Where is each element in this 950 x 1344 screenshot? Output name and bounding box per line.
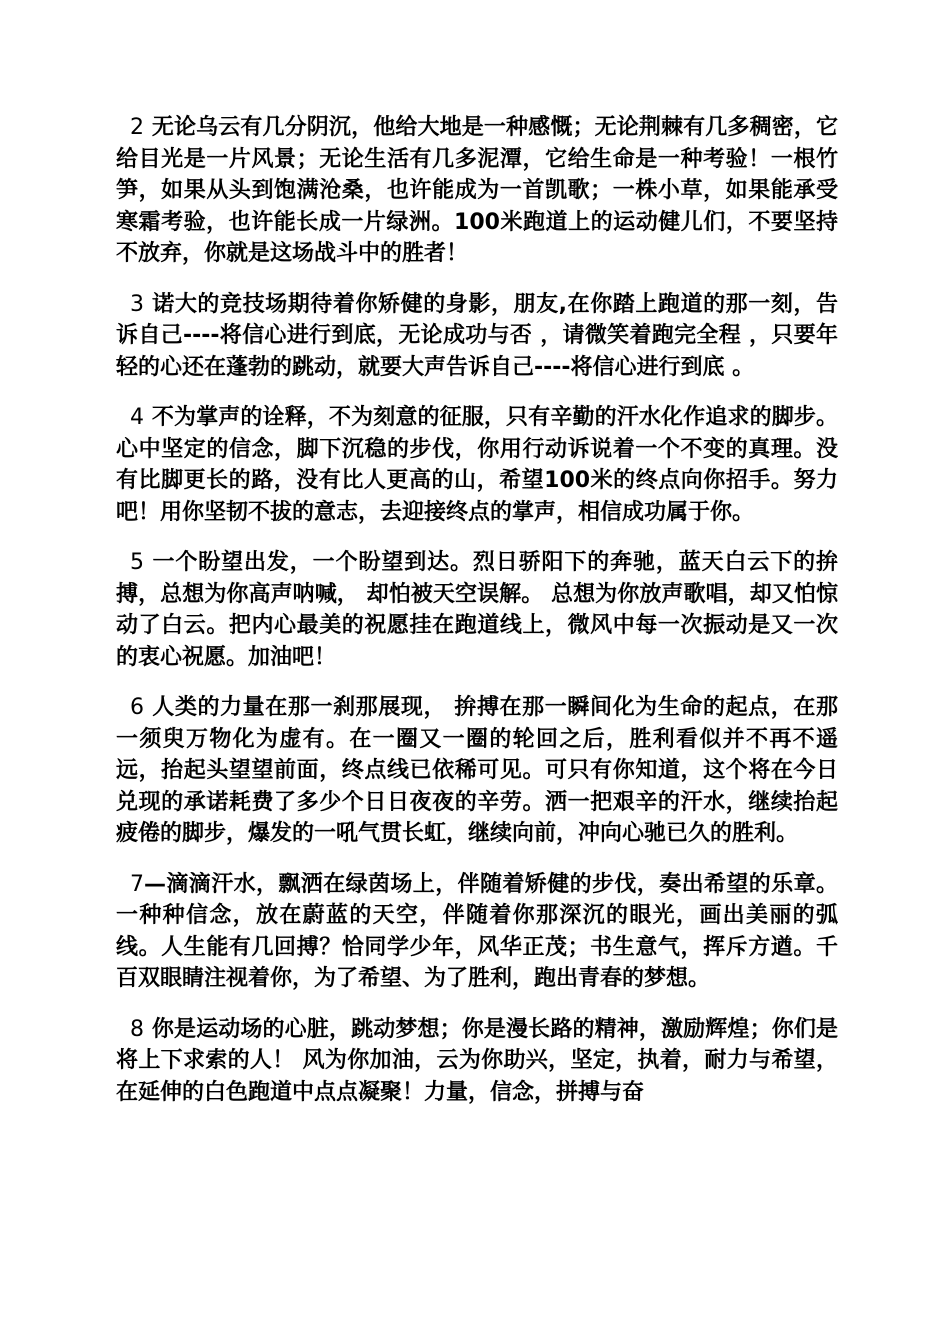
paragraph-text: 不为掌声的诠释，不为刻意的征服，只有辛勤的汗水化作追求的脚步。心中坚定的信念，脚下沉稳的步伐，你用行动诉说着一个不变的真理。没有比脚更长的路，没有比人更高的山，希望100米的终点向你招手。努力吧！用你坚韧不拔的意志，去迎接终点的掌声，相信成功属于你。 <box>116 405 838 525</box>
paragraph-text: —滴滴汗水，飘洒在绿茵场上，伴随着矫健的步伐，奏出希望的乐章。一种种信念，放在蔚蓝的天空，伴随着你那深沉的眼光，画出美丽的弧线。人生能有几回搏？恰同学少年，风华正茂；书生意气，挥斥方遒。千百双眼睛注视着你，为了希望、为了胜利，跑出青春的梦想。 <box>116 871 838 991</box>
paragraph-number: 4 <box>130 405 144 430</box>
paragraph-2 <box>116 112 838 270</box>
paragraph-3 <box>116 289 838 384</box>
paragraph-number: 8 <box>130 1016 144 1042</box>
paragraph-text: 一个盼望出发，一个盼望到达。烈日骄阳下的奔驰，蓝天白云下的拚搏，总想为你高声呐喊， 却怕被天空误解。 总想为你放声歌唱，却又怕惊动了白云。把内心最美的祝愿挂在跑道线上，微风中每一次振动是又一次的衷心祝愿。加油吧！ <box>116 550 838 670</box>
document-page <box>116 112 838 1127</box>
paragraph-text: 无论乌云有几分阴沉，他给大地是一种感慨；无论荆棘有几多稠密，它给目光是一片风景；无论生活有几多泥潭，它给生命是一种考验！一根竹笋，如果从头到饱满沧桑，也许能成为一首凯歌；一株小草，如果能承受寒霜考验，也许能长成一片绿洲。100米跑道上的运动健儿们，不要坚持不放弃，你就是这场战斗中的胜者！ <box>116 115 838 266</box>
paragraph-number: 3 <box>130 291 144 317</box>
paragraph-7 <box>116 869 838 995</box>
paragraph-text: 你是运动场的心脏，跳动梦想；你是漫长路的精神，激励辉煌；你们是将上下求索的人！ 风为你加油，云为你助兴，坚定，执着，耐力与希望，在延伸的白色跑道中点点凝聚！力量，信念，拼搏与奋 <box>116 1016 838 1105</box>
paragraph-text: 诺大的竞技场期待着你矫健的身影，朋友,在你踏上跑道的那一刻，告诉自己----将信心进行到底，无论成功与否 ，请微笑着跑完全程 ，只要年轻的心还在蓬勃的跳动，就要大声告诉自己----将信心进行到底 。 <box>116 291 838 380</box>
paragraph-5 <box>116 547 838 673</box>
paragraph-number: 6 <box>130 695 144 720</box>
paragraph-6 <box>116 692 838 850</box>
paragraph-number: 5 <box>130 550 144 575</box>
paragraph-8 <box>116 1014 838 1109</box>
paragraph-number: 7 <box>130 871 144 897</box>
paragraph-text: 人类的力量在那一刹那展现， 拚搏在那一瞬间化为生命的起点，在那一须臾万物化为虚有。在一圈又一圈的轮回之后，胜利看似并不再不遥远，抬起头望望前面，终点线已依稀可见。可只有你知道，这个将在今日兑现的承诺耗费了多少个日日夜夜的辛劳。洒一把艰辛的汗水，继续抬起疲倦的脚步，爆发的一吼气贯长虹，继续向前，冲向心驰已久的胜利。 <box>116 695 838 846</box>
paragraph-4 <box>116 402 838 528</box>
paragraph-number: 2 <box>130 115 144 140</box>
